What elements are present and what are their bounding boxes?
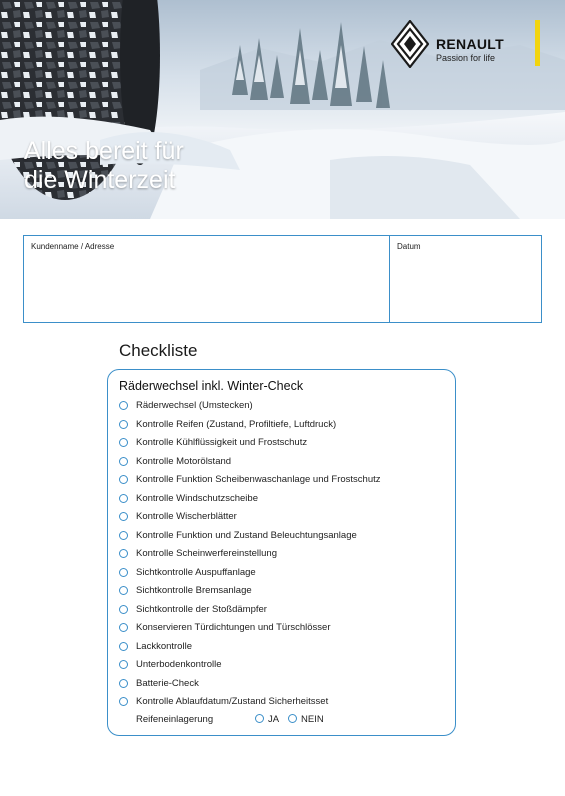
checklist-item-label: Sichtkontrolle der Stoßdämpfer <box>136 603 267 615</box>
storage-no-label: NEIN <box>301 714 324 725</box>
checklist-section-title: Räderwechsel inkl. Winter-Check <box>119 379 304 393</box>
checklist-item <box>108 509 457 528</box>
checkbox-circle-icon[interactable] <box>119 420 128 429</box>
radio-circle-icon[interactable] <box>255 714 264 723</box>
renault-logo-icon <box>391 20 429 68</box>
checklist-item <box>108 491 457 510</box>
checklist-item <box>108 528 457 547</box>
customer-info-box <box>23 235 542 323</box>
checkbox-circle-icon[interactable] <box>119 623 128 632</box>
checklist-item <box>108 657 457 676</box>
tire-storage-label: Reifeneinlagerung <box>136 714 214 725</box>
checkbox-circle-icon[interactable] <box>119 549 128 558</box>
checkbox-circle-icon[interactable] <box>119 438 128 447</box>
checklist-heading: Checkliste <box>119 341 198 360</box>
brand-tagline: Passion for life <box>436 53 496 63</box>
checklist-item-label: Batterie-Check <box>136 677 199 689</box>
renault-brand <box>391 20 551 70</box>
checkbox-circle-icon[interactable] <box>119 401 128 410</box>
checklist-item-label: Räderwechsel (Umstecken) <box>136 400 253 411</box>
checkbox-circle-icon[interactable] <box>119 660 128 669</box>
checklist-item-label: Konservieren Türdichtungen und Türschlösser <box>136 622 331 633</box>
checklist-item-label: Kontrolle Funktion und Zustand Beleuchtungsanlage <box>136 529 357 541</box>
checkbox-circle-icon[interactable] <box>119 697 128 706</box>
checklist-item-label: Sichtkontrolle Auspuffanlage <box>136 566 256 578</box>
checkbox-circle-icon[interactable] <box>119 475 128 484</box>
date-label: Datum <box>397 242 421 251</box>
checklist-item <box>108 639 457 658</box>
checkbox-circle-icon[interactable] <box>119 457 128 466</box>
radio-circle-icon[interactable] <box>288 714 297 723</box>
checklist-item <box>108 620 457 639</box>
customer-name-label: Kundenname / Adresse <box>31 242 115 251</box>
checklist-item <box>108 546 457 565</box>
hero-title-line-1: Alles bereit für <box>24 137 184 165</box>
storage-yes-label: JA <box>268 714 280 725</box>
checklist-item-label: Kontrolle Reifen (Zustand, Profiltiefe, Luftdruck) <box>136 418 337 430</box>
hero-title-line-2: die Winterzeit <box>24 166 176 194</box>
hero-banner <box>0 0 565 219</box>
checklist-item <box>108 454 457 473</box>
checklist-item-label: Kontrolle Motorölstand <box>136 455 232 467</box>
checklist-item <box>108 602 457 621</box>
checklist-item <box>108 676 457 695</box>
checkbox-circle-icon[interactable] <box>119 642 128 651</box>
checklist-item <box>108 435 457 454</box>
checkbox-circle-icon[interactable] <box>119 679 128 688</box>
checklist-item-label: Kontrolle Scheinwerfereinstellung <box>136 548 277 559</box>
checklist-item <box>108 417 457 436</box>
checklist-item-label: Kontrolle Ablaufdatum/Zustand Sicherheitsset <box>136 696 329 707</box>
checkbox-circle-icon[interactable] <box>119 512 128 521</box>
field-divider <box>389 236 390 322</box>
checklist-item-label: Kontrolle Windschutzscheibe <box>136 492 258 504</box>
checklist-card <box>107 369 456 736</box>
checklist-item <box>108 565 457 584</box>
checkbox-circle-icon[interactable] <box>119 494 128 503</box>
checklist-item-label: Lackkontrolle <box>136 640 192 652</box>
checkbox-circle-icon[interactable] <box>119 531 128 540</box>
checklist-item-label: Sichtkontrolle Bremsanlage <box>136 585 252 596</box>
checklist-item <box>108 398 457 417</box>
checklist-item-label: Kontrolle Funktion Scheibenwaschanlage und Frostschutz <box>136 474 381 485</box>
checklist-item-label: Kontrolle Kühlflüssigkeit und Frostschutz <box>136 437 308 448</box>
brand-accent-bar <box>535 20 540 66</box>
checklist-item-label: Unterbodenkontrolle <box>136 659 222 670</box>
checklist-item <box>108 472 457 491</box>
checklist-items <box>108 398 457 713</box>
checklist-item-label: Kontrolle Wischerblätter <box>136 511 237 522</box>
tire-storage-row <box>108 712 457 728</box>
checkbox-circle-icon[interactable] <box>119 586 128 595</box>
checklist-item <box>108 694 457 713</box>
checkbox-circle-icon[interactable] <box>119 605 128 614</box>
checklist-item <box>108 583 457 602</box>
brand-name: RENAULT <box>436 36 504 52</box>
checkbox-circle-icon[interactable] <box>119 568 128 577</box>
hero-title <box>24 137 344 195</box>
